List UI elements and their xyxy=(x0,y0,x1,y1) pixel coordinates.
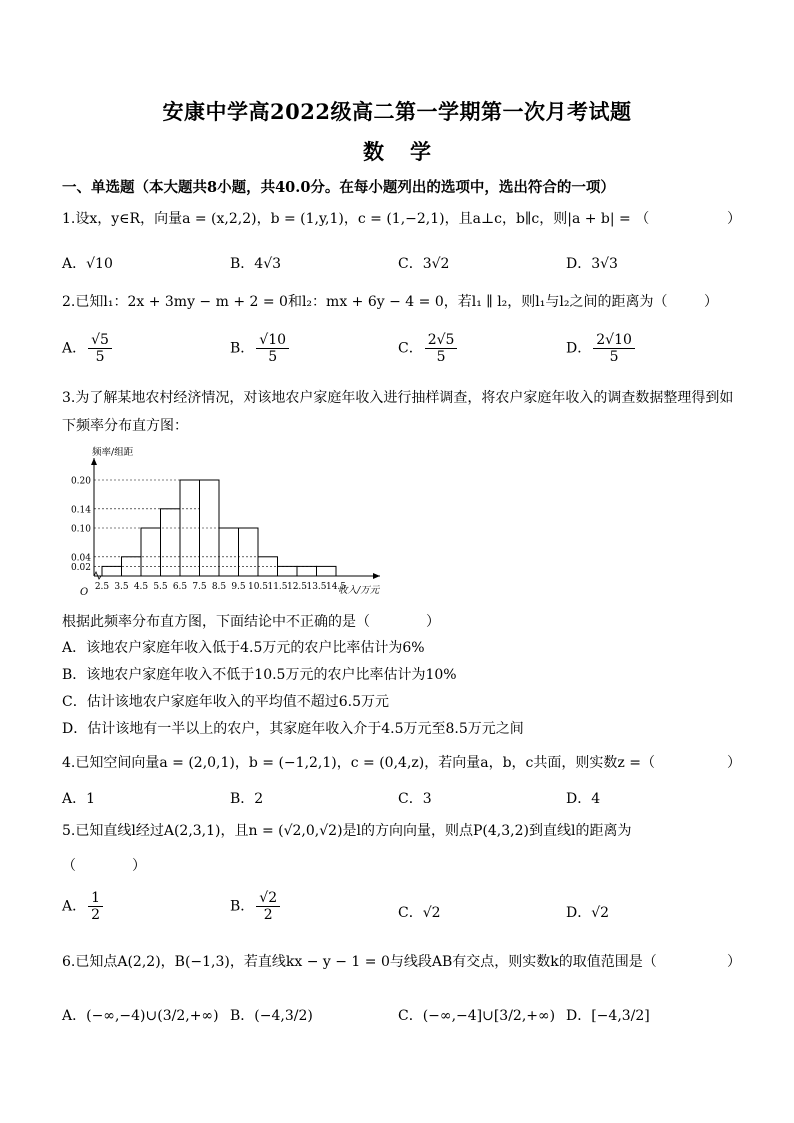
q1-stem: 1.设x，y∈R，向量a = (x,2,2)，b = (1,y,1)，c = (1,−2,1)，且a⊥c，b∥c，则|a + b| = （ xyxy=(62,211,650,227)
q5-option-d: D．√2 xyxy=(566,905,610,921)
q2-option-a-fraction xyxy=(88,332,112,365)
histogram-y-label: 频率/组距 xyxy=(92,447,134,458)
q2-option-d xyxy=(566,332,637,365)
y-tick-label-0: 0.02 xyxy=(70,562,91,573)
x-tick-label-5: 7.5 xyxy=(192,582,207,592)
q6-option-b: B．(−4,3/2) xyxy=(230,1008,313,1024)
histogram-bar-9 xyxy=(278,566,298,576)
histogram-x-ticks xyxy=(95,582,346,592)
q2-option-d-fraction xyxy=(593,332,635,365)
q5-option-a-label: A． xyxy=(62,898,87,915)
x-tick-label-8: 10.5 xyxy=(247,582,269,592)
q5-stem-paren: （ ） xyxy=(62,858,146,874)
y-axis-arrow xyxy=(91,458,97,465)
q5-option-b-label: B． xyxy=(230,898,255,915)
histogram-bars xyxy=(102,480,336,576)
q4-option-c: C．3 xyxy=(398,791,432,807)
q3-stem: 3.为了解某地农村经济情况，对该地农户家庭年收入进行抽样调查，将农户家庭年收入的调查数据整理得到如下频率分布直方图： xyxy=(62,390,734,434)
y-tick-label-1: 0.04 xyxy=(70,553,91,564)
histogram-bar-0 xyxy=(102,566,122,576)
histogram-bar-10 xyxy=(297,566,317,576)
q4-option-a: A．1 xyxy=(62,791,96,807)
histogram-bar-7 xyxy=(239,528,259,576)
q1-option-d: D．3√3 xyxy=(566,256,618,272)
histogram-axes xyxy=(91,458,380,579)
q1-close-paren: ） xyxy=(727,211,741,227)
histogram-x-label: 收入/万元 xyxy=(338,585,380,596)
q2-a-num: √5 xyxy=(88,332,112,349)
q2-option-d-label: D． xyxy=(566,340,592,357)
q5-b-den: 2 xyxy=(263,907,273,924)
q6-option-c: C．(−∞,−4]∪[3/2,+∞) xyxy=(398,1008,556,1024)
q3-option-d: D．估计该地有一半以上的农户，其家庭年收入介于4.5万元至8.5万元之间 xyxy=(62,721,524,737)
q2-option-b-fraction xyxy=(256,332,289,365)
q6-option-d: D．[−4,3/2] xyxy=(566,1008,650,1024)
histogram-bar-3 xyxy=(161,509,181,576)
q2-b-den: 5 xyxy=(268,349,278,366)
section-heading: 一、单选题（本大题共8小题，共40.0分。在每小题列出的选项中，选出符合的一项） xyxy=(62,179,615,196)
q6-option-a: A．(−∞,−4)∪(3/2,+∞) xyxy=(62,1008,219,1024)
x-tick-label-7: 9.5 xyxy=(231,582,246,592)
q5-option-b xyxy=(230,890,282,923)
x-tick-label-1: 3.5 xyxy=(114,582,129,592)
q2-option-a-label: A． xyxy=(62,340,87,357)
q5-a-den: 2 xyxy=(91,907,101,924)
q2-option-c-label: C． xyxy=(398,340,423,357)
x-tick-label-9: 11.5 xyxy=(267,582,288,592)
q2-stem: 2.已知l₁：2x + 3my − m + 2 = 0和l₂：mx + 6y − 4 = 0，若l₁ ∥ l₂，则l₁与l₂之间的距离为（ xyxy=(62,294,668,310)
histogram-bar-6 xyxy=(219,528,239,576)
x-axis-arrow xyxy=(373,573,380,579)
histogram-gridlines xyxy=(94,480,317,566)
x-tick-label-6: 8.5 xyxy=(211,582,227,592)
y-tick-label-3: 0.14 xyxy=(70,505,91,516)
q2-a-den: 5 xyxy=(95,349,105,366)
x-tick-label-11: 13.5 xyxy=(306,582,327,592)
histogram-origin-label: O xyxy=(80,587,89,598)
x-tick-label-10: 12.5 xyxy=(286,582,308,592)
q2-option-b xyxy=(230,332,291,365)
frequency-histogram xyxy=(62,444,392,599)
q2-b-num: √10 xyxy=(256,332,289,349)
x-tick-label-3: 5.5 xyxy=(153,582,168,592)
q6-close-paren: ） xyxy=(727,954,741,970)
q5-option-c: C．√2 xyxy=(398,905,441,921)
q5-option-b-fraction xyxy=(256,890,280,923)
q3-option-c: C．估计该地农户家庭年收入的平均值不超过6.5万元 xyxy=(62,694,389,710)
q2-d-den: 5 xyxy=(609,349,619,366)
q2-d-num: 2√10 xyxy=(593,332,635,349)
exam-subject: 数学 xyxy=(363,139,457,164)
q4-option-d: D．4 xyxy=(566,791,601,807)
x-tick-label-0: 2.5 xyxy=(94,582,110,592)
q2-c-den: 5 xyxy=(436,349,446,366)
histogram-y-ticks xyxy=(71,477,91,573)
q4-option-b: B．2 xyxy=(230,791,264,807)
y-tick-label-2: 0.10 xyxy=(70,524,91,535)
q2-option-b-label: B． xyxy=(230,340,255,357)
x-tick-label-4: 6.5 xyxy=(172,582,188,592)
q5-option-a-fraction xyxy=(88,890,103,923)
q4-stem: 4.已知空间向量a = (2,0,1)，b = (−1,2,1)，c = (0,4,z)，若向量a，b，c共面，则实数z =（ xyxy=(62,755,655,771)
q2-option-c-fraction xyxy=(425,332,458,365)
x-tick-label-2: 4.5 xyxy=(133,582,149,592)
q1-option-c: C．3√2 xyxy=(398,256,450,272)
exam-title: 安康中学高2022级高二第一学期第一次月考试题 xyxy=(162,99,632,124)
q5-b-num: √2 xyxy=(256,890,280,907)
q2-option-a xyxy=(62,332,114,365)
q5-option-a xyxy=(62,890,105,923)
y-tick-label-4: 0.20 xyxy=(70,476,91,487)
q3-option-b: B．该地农户家庭年收入不低于10.5万元的农户比率估计为10% xyxy=(62,667,457,683)
histogram-bar-2 xyxy=(141,528,161,576)
q2-close-paren: ） xyxy=(704,294,718,310)
q4-close-paren: ） xyxy=(727,755,741,771)
q5-a-num: 1 xyxy=(88,890,103,907)
q3-question: 根据此频率分布直方图，下面结论中不正确的是（ ） xyxy=(62,614,440,630)
q3-option-a: A．该地农户家庭年收入低于4.5万元的农户比率估计为6% xyxy=(62,640,425,656)
histogram-bar-11 xyxy=(317,566,337,576)
q5-stem: 5.已知直线l经过A(2,3,1)，且n = (√2,0,√2)是l的方向向量，则点P(4,3,2)到直线l的距离为 xyxy=(62,823,632,839)
x-tick-label-12: 14.5 xyxy=(325,582,347,592)
q1-option-b: B．4√3 xyxy=(230,256,282,272)
q6-stem: 6.已知点A(2,2)，B(−1,3)，若直线kx − y − 1 = 0与线段AB有交点，则实数k的取值范围是（ xyxy=(62,954,657,970)
q1-option-a: A．√10 xyxy=(62,256,113,272)
q2-c-num: 2√5 xyxy=(425,332,458,349)
q2-option-c xyxy=(398,332,459,365)
